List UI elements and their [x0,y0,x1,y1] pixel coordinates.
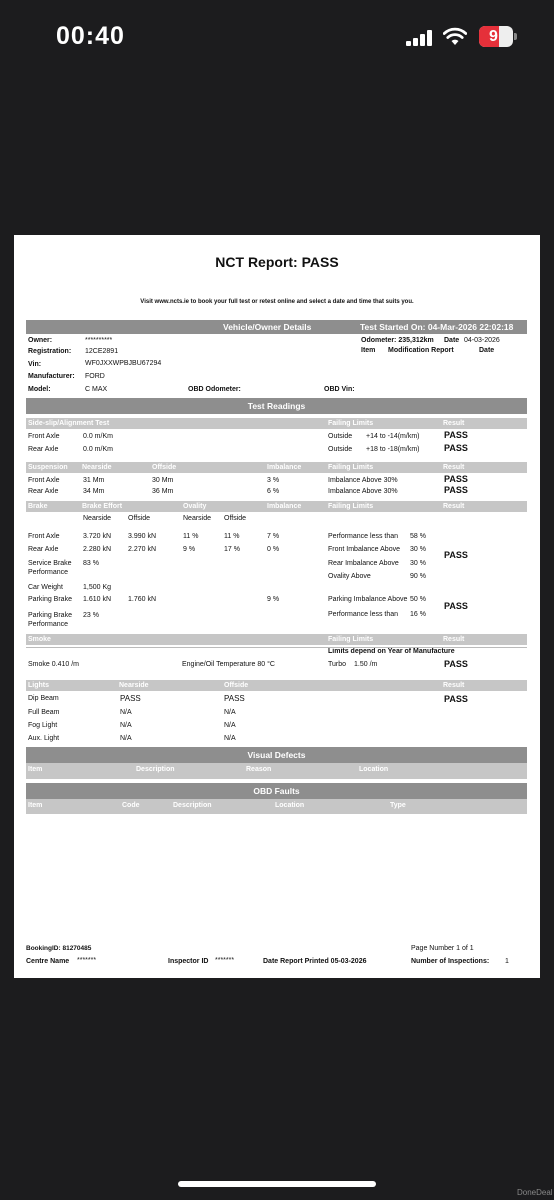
result-pass: PASS [444,443,468,453]
battery-level: 9 [489,28,498,45]
sideslip-header: Side-slip/Alignment Test Failing Limits Result [26,418,527,429]
booking-id: BookingID: 81270485 [26,945,92,952]
result-pass: PASS [444,601,468,611]
result-pass: PASS [444,659,468,669]
smoke-note: Limits depend on Year of Manufacture [328,648,455,655]
test-readings-header: Test Readings [26,398,527,414]
obd-faults-columns: Item Code Description Location Type [26,799,527,814]
report-title: NCT Report: PASS [215,254,339,270]
status-bar [0,0,554,75]
watermark-logo: DoneDeal [517,1188,553,1197]
cellular-signal-icon [406,30,432,46]
visual-defects-header: Visual Defects [26,747,527,763]
result-pass: PASS [444,474,468,484]
clock: 00:40 [56,22,125,50]
result-pass: PASS [444,550,468,560]
wifi-icon [443,27,467,47]
result-pass: PASS [444,694,468,704]
brake-header: Brake Brake Effort Ovality Imbalance Failing Limits Result [26,501,527,512]
page-number: Page Number 1 of 1 [411,945,474,952]
suspension-header: Suspension Nearside Offside Imbalance Failing Limits Result [26,462,527,473]
result-pass: PASS [444,430,468,440]
lights-header: Lights Nearside Offside Result [26,680,527,691]
smoke-header: Smoke Failing Limits Result [26,634,527,645]
visual-defects-columns: Item Description Reason Location [26,763,527,779]
battery-icon [479,26,513,47]
home-indicator[interactable] [178,1181,376,1187]
obd-faults-header: OBD Faults [26,783,527,799]
result-pass: PASS [444,485,468,495]
nct-report-document: NCT Report: PASS Visit www.ncts.ie to book your full test or retest online and select a date and time that suits you. Vehicle/Owner Details Test Started On: 04-Mar-2026 22:02:18 Owner: ********** Odometer: 235,312km Date 04-03-2026 Registration: 12CE2891 Item Modification Report Date Vin: WF0JXXWPBJBU67294 Manufacturer: FORD Model: C MAX OBD Odometer: OBD Vin: Test Readings Side-slip/Alignment Test Failing Limits Result Front Axle 0.0 m/Km Outside +14 to -14(m/km) PASS Rear Axle 0.0 m/Km Outside +18 to -18(m/km) PASS Suspension Nearside Offside Imbalance Failing Limits Result Front Axle 31 Mm 30 Mm 3 % Imbalance Above 30% PASS Rear Axle 34 Mm 36 Mm 6 % Imbalance Above 30% PASS Brake Brake Effort Ovality Imbalance Failing Limits Result Nearside Offside Nearside Offside Front Axle 3.720 kN 3.990 kN 11 % 11 % 7 % Performance less than 58 % Rear Axle 2.280 kN 2.270 kN 9 % 17 % 0 % Front Imbalance Above 30 % PASS Service Brake Performance 83 % Rear Imbalance Above 30 % Ovality Above 90 % Car Weight 1,500 Kg Parking Brake 1.610 kN 1.760 kN 9 % Parking Imbalance Above 50 % PASS Parking Brake Performance 23 % Performance less than 16 % Smoke Failing Limits Result Limits depend on Year of Manufacture Smoke 0.410 /m Engine/Oil Temperature 80 °C Turbo 1.50 /m PASS Lights Nearside Offside Result Dip Beam PASS PASS PASS Full Beam N/A N/A Fog Light N/A N/A Aux. Light N/A N/A Visual Defects Item Description Reason Location OBD Faults Item Code Description Location Type BookingID: 81270485 Page Number 1 of 1 Centre Name ******* Inspector ID ******* Date Report Printed 05-03-2026 Number of Inspections: 1 [14,235,540,978]
vehicle-details-header: Vehicle/Owner Details Test Started On: 04-Mar-2026 22:02:18 [26,320,527,334]
report-subtitle: Visit www.ncts.ie to book your full test or retest online and select a date and time that suits you. [140,299,414,305]
